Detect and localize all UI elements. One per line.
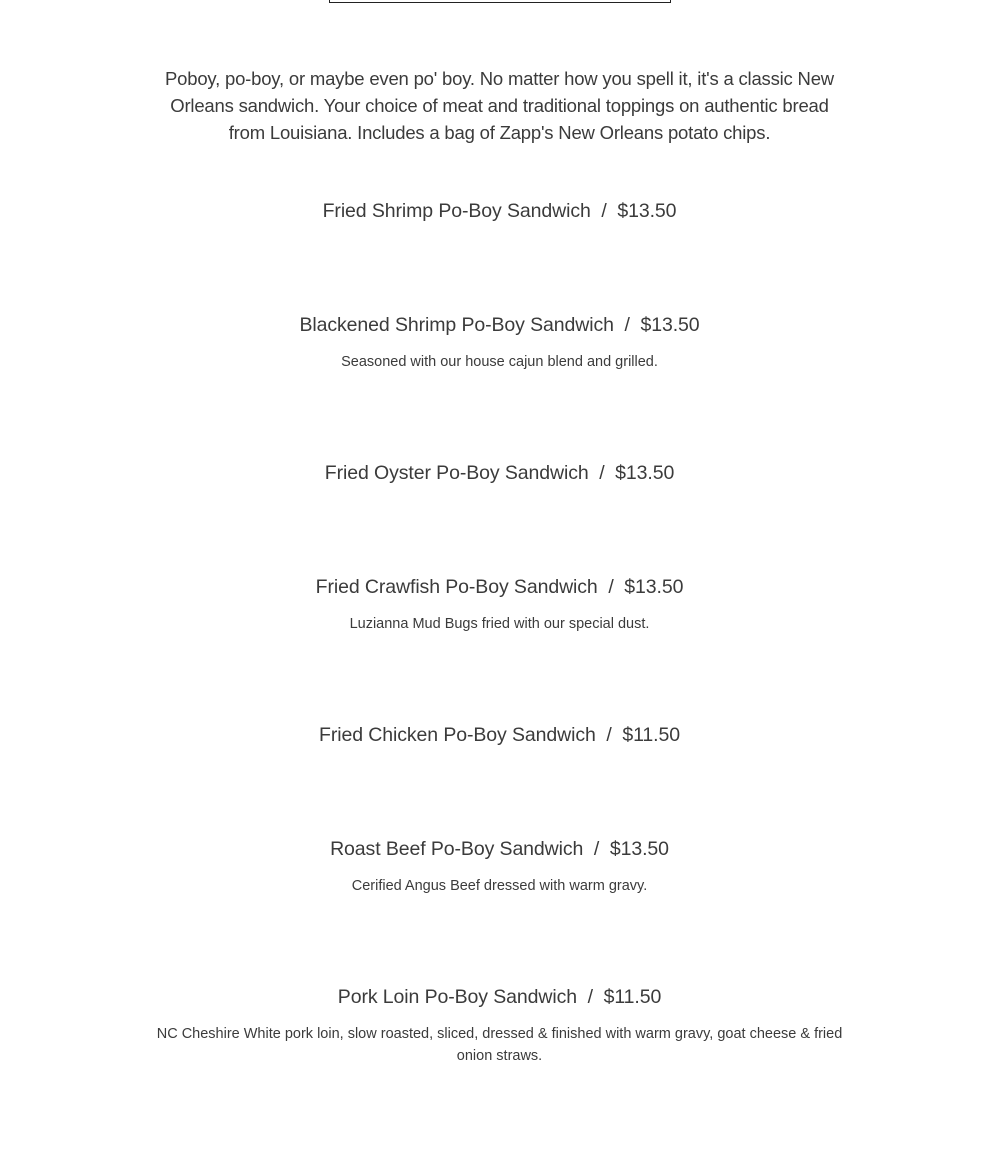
menu-item-title-fried-chicken: Fried Chicken Po-Boy Sandwich / $11.50: [319, 724, 680, 746]
menu-item-title-fried-crawfish: Fried Crawfish Po-Boy Sandwich / $13.50: [315, 576, 684, 598]
section-header-frame: [329, 0, 671, 3]
menu-item-title-roast-beef: Roast Beef Po-Boy Sandwich / $13.50: [330, 838, 669, 860]
menu-item-title-pork-loin: Pork Loin Po-Boy Sandwich / $11.50: [337, 986, 662, 1008]
menu-item-desc-blackened-shrimp: Seasoned with our house cajun blend and grilled.: [341, 354, 658, 370]
menu-item-desc-fried-crawfish: Luzianna Mud Bugs fried with our special dust.: [349, 616, 650, 632]
menu-item-title-fried-shrimp: Fried Shrimp Po-Boy Sandwich / $13.50: [322, 200, 677, 222]
menu-item-desc-roast-beef: Cerified Angus Beef dressed with warm gravy.: [351, 878, 648, 894]
menu-intro-text: Poboy, po-boy, or maybe even po' boy. No matter how you spell it, it's a classic New Orleans sandwich. Your choice of meat and traditional toppings on authentic bread from Louisiana. Includes a bag of Zapp's New Orleans potato chips.: [165, 68, 834, 143]
menu-item-title-blackened-shrimp: Blackened Shrimp Po-Boy Sandwich / $13.50: [299, 314, 700, 336]
menu-item-title-fried-oyster: Fried Oyster Po-Boy Sandwich / $13.50: [324, 462, 675, 484]
menu-item-desc-pork-loin: NC Cheshire White pork loin, slow roasted, sliced, dressed & finished with warm gravy, goat cheese & fried onion straws.: [156, 1026, 843, 1064]
